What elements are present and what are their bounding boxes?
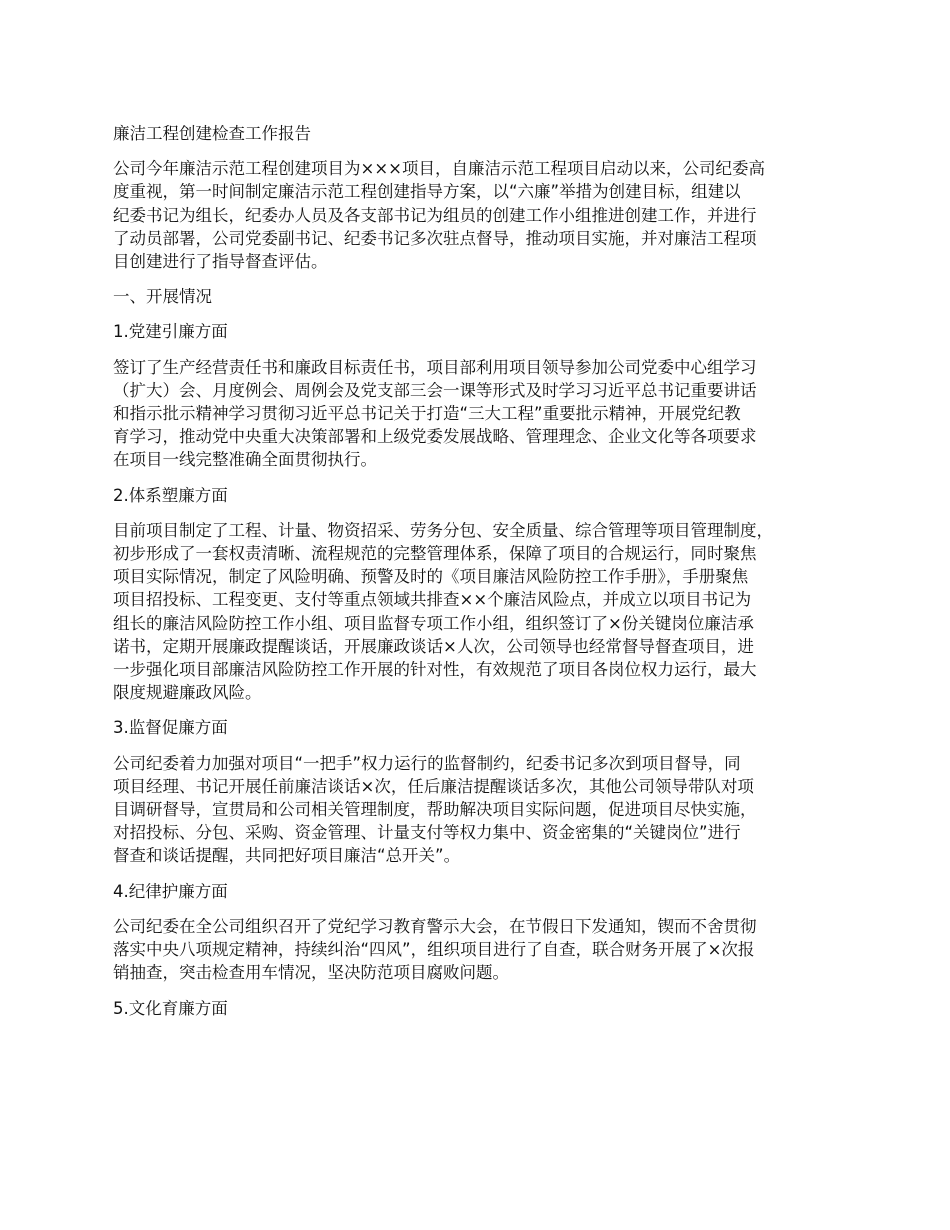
document-title: 廉洁工程创建检查工作报告 [113,124,311,143]
document-page [113,122,841,1032]
subheading-supervision: 3.监督促廉方面 [113,718,228,738]
paragraph-party-building: 签订了生产经营责任书和廉政目标责任书，项目部利用项目领导参加公司党委中心组学习 （扩大）会、月度例会、周例会及党支部三会一课等形式及时学习习近平总书记重要讲话 和指示批示精神学习贯彻习近平总书记关于打造“三大工程”重要批示精神，开展党纪教 育学习，推动党中央重大决策部署和上级党委发展战略、管理理念、企业文化等各项要求 在项目一线完整准确全面贯彻执行。 [113,357,757,470]
subheading-party-building: 1.党建引廉方面 [113,322,228,342]
subheading-discipline: 4.纪律护廉方面 [113,881,228,901]
paragraph-system-building: 目前项目制定了工程、计量、物资招采、劳务分包、安全质量、综合管理等项目管理制度， 初步形成了一套权责清晰、流程规范的完整管理体系，保障了项目的合规运行，同时聚焦 项目实际情况，制定了风险明确、预警及时的《项目廉洁风险防控工作手册》，手册聚焦 项目招投标、工程变更、支付等重点领域共排查××个廉洁风险点，并成立以项目书记为 组长的廉洁风险防控工作小组、项目监督专项工作小组，组织签订了×份关键岗位廉洁承 诺书，定期开展廉政提醒谈话，开展廉政谈话×人次，公司领导也经常督导督查项目，进 一步强化项目部廉洁风险防控工作开展的针对性，有效规范了项目各岗位权力运行，最大 限度规避廉政风险。 [113,520,773,703]
intro-paragraph: 公司今年廉洁示范工程创建项目为×××项目，自廉洁示范工程项目启动以来，公司纪委高 度重视，第一时间制定廉洁示范工程创建指导方案，以“六廉”举措为创建目标，组建以 纪委书记为组长，纪委办人员及各支部书记为组员的创建工作小组推进创建工作，并进行 了动员部署，公司党委副书记、纪委书记多次驻点督导，推动项目实施，并对廉洁工程项 目创建进行了指导督查评估。 [113,159,765,272]
paragraph-supervision: 公司纪委着力加强对项目“一把手”权力运行的监督制约，纪委书记多次到项目督导，同 项目经理、书记开展任前廉洁谈话×次，任后廉洁提醒谈话多次，其他公司领导带队对项 目调研督导，宣贯局和公司相关管理制度，帮助解决项目实际问题，促进项目尽快实施， 对招投标、分包、采购、资金管理、计量支付等权力集中、资金密集的“关键岗位”进行 督查和谈话提醒，共同把好项目廉洁“总开关”。 [113,753,757,866]
subheading-culture: 5.文化育廉方面 [113,998,228,1018]
section-heading-overview: 一、开展情况 [113,287,212,307]
subheading-system-building: 2.体系塑廉方面 [113,485,228,505]
paragraph-discipline: 公司纪委在全公司组织召开了党纪学习教育警示大会，在节假日下发通知，锲而不舍贯彻 落实中央八项规定精神，持续纠治“四风”，组织项目进行了自查，联合财务开展了×次报 销抽查，突击检查用车情况，坚决防范项目腐败问题。 [113,916,757,983]
